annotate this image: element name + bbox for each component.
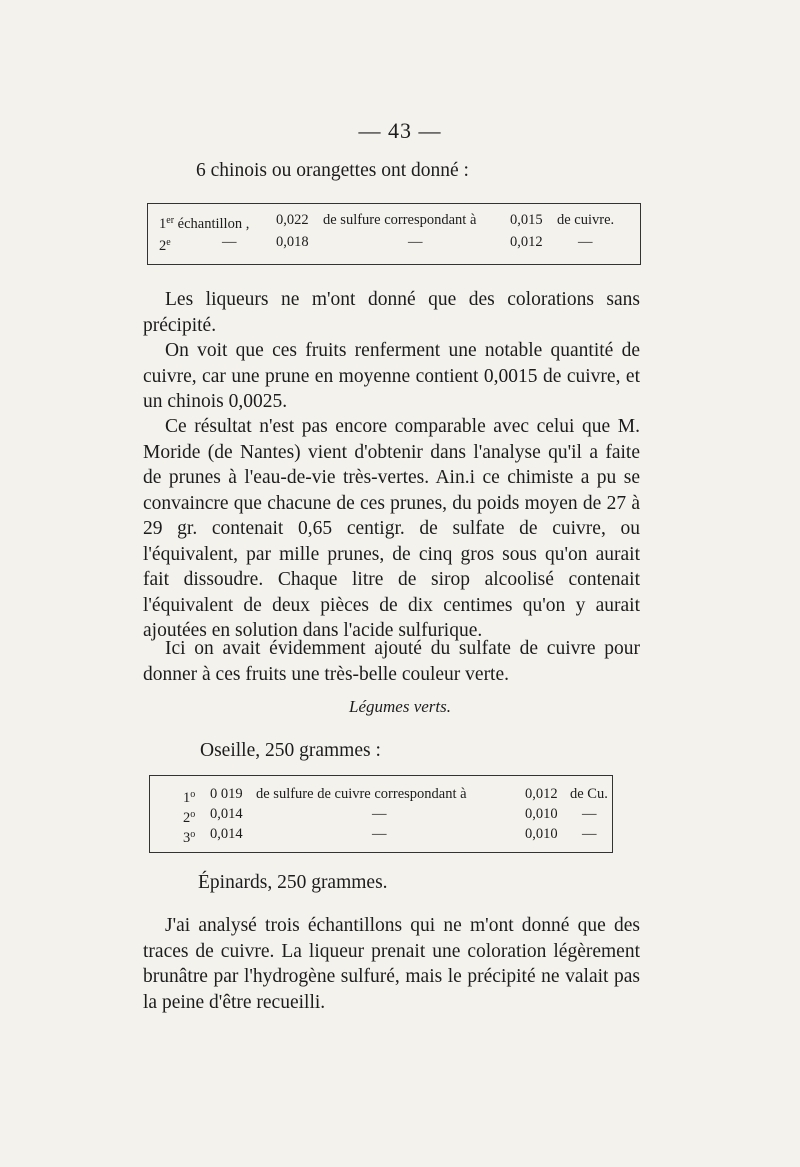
row-label-sup: er [166, 215, 175, 226]
row-label: 1 [159, 216, 167, 232]
sulfure-value: 0,014 [210, 826, 243, 842]
ditto-mark: — [582, 806, 597, 822]
row-unit: de Cu. [570, 786, 608, 802]
oseille-line: Oseille, 250 grammes : [200, 740, 381, 761]
row-unit: de cuivre. [557, 212, 615, 228]
table-chinois [147, 203, 641, 265]
row-number-sup: o [190, 829, 196, 840]
row-label: 2 [159, 238, 167, 254]
row-number-sup: o [190, 789, 196, 800]
ditto-mark: — [222, 234, 237, 250]
row-label-rest: échantillon , [174, 216, 250, 232]
row-text: de sulfure de cuivre correspondant à [256, 786, 467, 802]
sulfure-value: 0,014 [210, 806, 243, 822]
row-text: de sulfure correspondant à [323, 212, 477, 228]
page-number: — 43 — [358, 118, 442, 143]
cuivre-value: 0,012 [525, 786, 558, 802]
epinards-line: Épinards, 250 grammes. [198, 872, 388, 893]
section-heading: Légumes verts. [349, 697, 451, 716]
sulfure-value: 0 019 [210, 786, 243, 802]
sulfure-value: 0,022 [276, 212, 309, 228]
ditto-mark: — [408, 234, 423, 250]
intro-line: 6 chinois ou orangettes ont donné : [196, 160, 469, 181]
ditto-mark: — [578, 234, 593, 250]
paragraph-epinards: J'ai analysé trois échantillons qui ne m'ont donné que des traces de cuivre. La liqueur prenait une coloration légèrement brunâtre par l'hydrogène sulfuré, mais le précipité ne valait pas la peine d'être recueilli. [143, 915, 640, 1013]
cuivre-value: 0,015 [510, 212, 543, 228]
row-number: 3 [183, 830, 191, 846]
ditto-mark: — [582, 826, 597, 842]
table-oseille [149, 775, 613, 853]
row-number-sup: o [190, 809, 196, 820]
ditto-mark: — [372, 826, 387, 842]
paragraph-sulfate: Ici on avait évidemment ajouté du sulfate de cuivre pour donner à ces fruits une très-belle couleur verte. [143, 638, 640, 685]
paragraph-resultat: Ce résultat n'est pas encore comparable avec celui que M. Moride (de Nantes) vient d'obtenir dans l'analyse qu'il a faite de prunes à l'eau-de-vie très-vertes. Ain.i ce chimiste a pu se convaincre que chacune de ces prunes, du poids moyen de 27 à 29 gr. contenait 0,65 centigr. de sulfate de cuivre, ou l'équivalent, par mille prunes, de cinq gros sous qu'on aurait fait dissoudre. Chaque litre de sirop alcoolisé contenait l'équivalent de deux pièces de dix centimes qu'on y aurait ajoutées en solution dans l'acide sulfurique. [143, 416, 640, 641]
cuivre-value: 0,010 [525, 806, 558, 822]
row-label-sup: e [166, 237, 171, 248]
row-number: 2 [183, 810, 191, 826]
paragraph-liqueurs: Les liqueurs ne m'ont donné que des colorations sans précipité. [143, 289, 640, 336]
cuivre-value: 0,010 [525, 826, 558, 842]
ditto-mark: — [372, 806, 387, 822]
paragraph-fruits: On voit que ces fruits renferment une notable quantité de cuivre, car une prune en moyenne contient 0,0015 de cuivre, et un chinois 0,0025. [143, 340, 640, 412]
cuivre-value: 0,012 [510, 234, 543, 250]
row-number: 1 [183, 790, 191, 806]
sulfure-value: 0,018 [276, 234, 309, 250]
